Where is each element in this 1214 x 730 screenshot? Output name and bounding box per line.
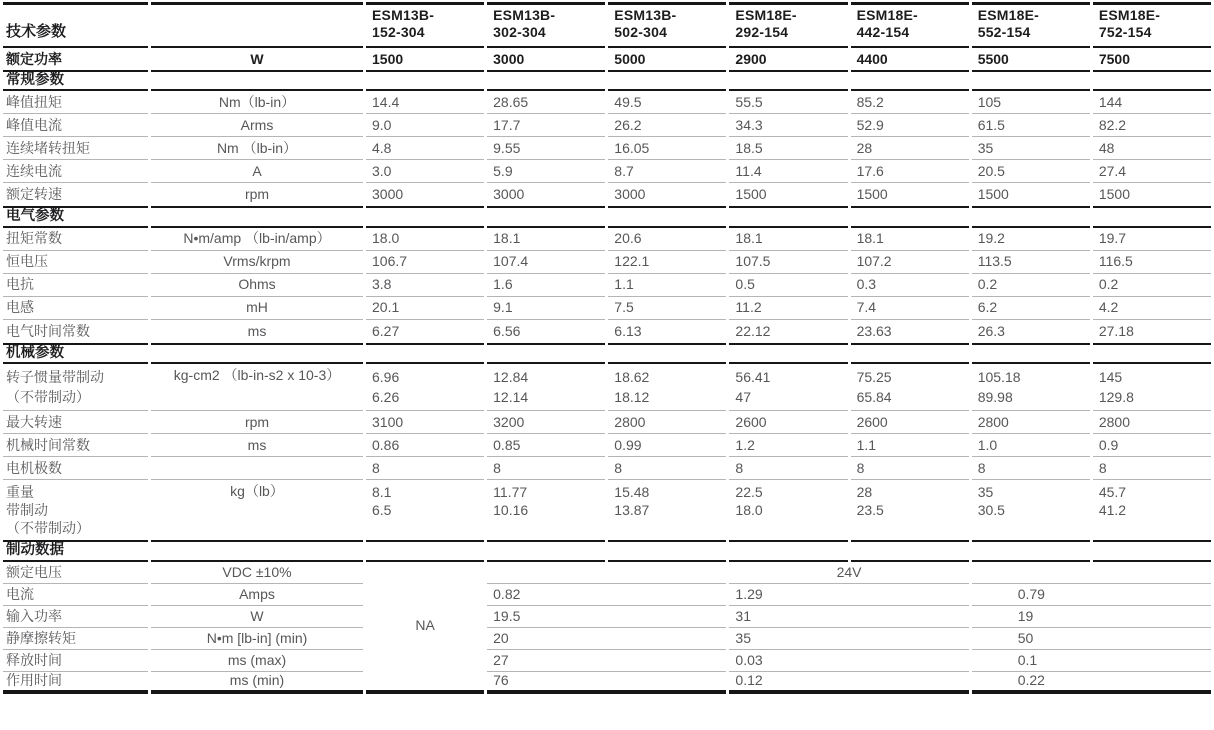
row-unit: VDC ±10%	[151, 562, 363, 584]
value-cell: 116.5	[1093, 251, 1211, 274]
value-line: 18.62	[614, 369, 650, 386]
value-line: 10.16	[493, 502, 529, 519]
value-cell: 3200	[487, 411, 605, 434]
value-cell: 106.7	[366, 251, 484, 274]
spec-table	[0, 2, 1214, 694]
value-line: 41.2	[1098, 502, 1127, 519]
value-cell	[608, 364, 726, 411]
value-cell	[366, 480, 484, 540]
section-header-spacer	[1093, 540, 1211, 561]
merged-span-cell	[972, 562, 1211, 584]
value-line: 65.84	[856, 389, 892, 406]
value-cell: 18.1	[851, 228, 969, 251]
value-cell: 16.05	[608, 137, 726, 160]
value-cell: 11.2	[729, 297, 847, 320]
model-name-line: ESM13B-	[493, 7, 556, 23]
model-name-line: 552-154	[977, 24, 1031, 40]
value-line: 30.5	[977, 502, 1005, 519]
value-cell: 5500	[977, 50, 1009, 67]
value-cell: 1.1	[608, 274, 726, 297]
row-label: 最大转速	[3, 411, 148, 434]
table-row	[3, 183, 1211, 206]
value-line: 6.5	[372, 502, 392, 519]
value-cell	[729, 364, 847, 411]
model-name-line: ESM18E-	[735, 7, 797, 23]
value-cell	[487, 364, 605, 411]
value-cell: 1500	[1098, 186, 1130, 203]
value-cell	[487, 480, 605, 540]
section-header-spacer	[366, 206, 484, 227]
value-line: 105.18	[977, 369, 1021, 386]
label-line: 重量	[6, 484, 34, 501]
value-cell: 3000	[493, 186, 525, 203]
section-header-spacer	[151, 343, 363, 364]
value-cell: 0.82	[487, 584, 726, 606]
value-cell: 28.65	[487, 91, 605, 114]
row-unit: N•m [lb-in] (min)	[151, 628, 363, 650]
value-cell: 4.8	[366, 137, 484, 160]
value-cell: 18.1	[487, 228, 605, 251]
value-cell	[608, 480, 726, 540]
label-line: 带制动	[6, 502, 48, 519]
value-cell: 31	[729, 606, 968, 628]
value-cell: 3000	[493, 50, 525, 67]
value-cell: 2600	[729, 411, 847, 434]
table-row	[3, 228, 1211, 251]
table-row	[3, 650, 1211, 672]
value-cell: 55.5	[729, 91, 847, 114]
row-unit: Nm（lb-in）	[151, 91, 363, 114]
table-row	[3, 457, 1211, 480]
model-name-line: 442-154	[856, 24, 910, 40]
row-label: 释放时间	[3, 650, 148, 672]
value-line: 6.96	[372, 369, 400, 386]
model-header	[608, 2, 726, 48]
value-cell: 0.99	[608, 434, 726, 457]
row-unit: Ohms	[151, 274, 363, 297]
value-cell	[972, 480, 1090, 540]
section-header-spacer	[851, 343, 969, 364]
value-cell	[972, 364, 1090, 411]
section-header-spacer	[729, 343, 847, 364]
model-header	[487, 2, 605, 48]
value-cell: 0.1	[972, 650, 1211, 672]
section-header-spacer	[608, 540, 726, 561]
value-cell: 19	[972, 606, 1211, 628]
merged-value-cell: 24V	[729, 562, 968, 584]
model-name-line: ESM18E-	[856, 7, 918, 23]
value-cell: 34.3	[729, 114, 847, 137]
table-row	[3, 297, 1211, 320]
row-unit: ms	[247, 322, 267, 339]
row-label: 额定电压	[3, 562, 148, 584]
value-cell: 35	[972, 137, 1090, 160]
row-label: 额定转速	[6, 186, 62, 203]
value-cell: 107.5	[729, 251, 847, 274]
section-header-spacer	[729, 70, 847, 91]
section-header-spacer	[487, 343, 605, 364]
row-label: 连续堵转扭矩	[3, 137, 148, 160]
model-name-line: ESM13B-	[372, 7, 435, 23]
value-cell: 19.2	[972, 228, 1090, 251]
table-row	[3, 114, 1211, 137]
value-cell: 76	[487, 672, 726, 694]
row-unit: rpm	[151, 411, 363, 434]
value-cell: 82.2	[1093, 114, 1211, 137]
merged-span-cell	[487, 562, 726, 584]
value-cell: 2800	[608, 411, 726, 434]
value-cell: 14.4	[366, 91, 484, 114]
value-cell: 0.85	[487, 434, 605, 457]
row-label: 作用时间	[3, 672, 148, 694]
table-row	[3, 320, 1211, 343]
section-header-spacer	[608, 70, 726, 91]
value-cell: 5.9	[487, 160, 605, 183]
value-cell: 7.4	[851, 297, 969, 320]
header-row	[3, 2, 1211, 48]
section-header-spacer	[151, 540, 363, 561]
na-cell: NA	[366, 562, 484, 694]
value-line: 18.0	[735, 502, 763, 519]
table-row	[3, 480, 1211, 540]
value-cell: 26.2	[608, 114, 726, 137]
value-cell: 9.1	[487, 297, 605, 320]
value-cell: 1500	[977, 186, 1009, 203]
value-cell	[729, 480, 847, 540]
model-name-line: 152-304	[372, 24, 425, 40]
value-cell: 9.55	[487, 137, 605, 160]
value-cell	[851, 480, 969, 540]
value-cell: 22.12	[735, 322, 771, 339]
section-header-spacer	[487, 540, 605, 561]
value-cell: 2600	[851, 411, 969, 434]
value-line: 12.14	[493, 389, 529, 406]
section-header-row	[3, 540, 1211, 561]
value-cell: 3100	[366, 411, 484, 434]
value-cell: 20.1	[366, 297, 484, 320]
label-line: 转子惯量带制动	[6, 369, 104, 386]
value-cell: 20	[487, 628, 726, 650]
spec-table-body	[3, 2, 1211, 694]
section-header-spacer	[972, 540, 1090, 561]
row-label: 机械时间常数	[3, 434, 148, 457]
section-header-spacer	[972, 70, 1090, 91]
section-header-spacer	[851, 70, 969, 91]
section-header-spacer	[366, 343, 484, 364]
row-unit: Nm （lb-in）	[151, 137, 363, 160]
value-line: 145	[1098, 369, 1123, 386]
row-unit: rpm	[244, 186, 270, 203]
row-unit: Vrms/krpm	[151, 251, 363, 274]
section-header-spacer	[608, 206, 726, 227]
value-cell: 6.27	[372, 322, 400, 339]
value-line: 75.25	[856, 369, 892, 386]
table-title: 技术参数	[3, 2, 148, 48]
rated-power-row	[3, 48, 1211, 70]
value-cell: 7500	[1098, 50, 1130, 67]
value-line: 15.48	[614, 484, 650, 501]
value-cell: 35	[729, 628, 968, 650]
value-cell: 2900	[735, 50, 767, 67]
value-cell: 20.5	[972, 160, 1090, 183]
value-line: 23.5	[856, 502, 884, 519]
value-cell: 1.0	[972, 434, 1090, 457]
value-cell: 0.22	[972, 672, 1211, 694]
value-line: 22.5	[735, 484, 763, 501]
row-label: 电抗	[3, 274, 148, 297]
row-label: 扭矩常数	[3, 228, 148, 251]
value-cell: 18.5	[729, 137, 847, 160]
value-cell: 6.56	[493, 322, 521, 339]
section-header-spacer	[851, 540, 969, 561]
value-line: 13.87	[614, 502, 650, 519]
value-cell: 27	[487, 650, 726, 672]
value-cell: 6.13	[614, 322, 642, 339]
model-header	[972, 2, 1090, 48]
value-cell: 28	[851, 137, 969, 160]
value-cell: 49.5	[608, 91, 726, 114]
section-header-row	[3, 343, 1211, 364]
value-cell: 4.2	[1093, 297, 1211, 320]
row-label: 电机极数	[3, 457, 148, 480]
model-name-line: ESM13B-	[614, 7, 677, 23]
value-cell: 8	[487, 457, 605, 480]
value-cell: 17.7	[487, 114, 605, 137]
value-line: 129.8	[1098, 389, 1134, 406]
value-cell: 4400	[856, 50, 888, 67]
value-line: 12.84	[493, 369, 529, 386]
section-header-spacer	[729, 540, 847, 561]
value-cell: 17.6	[851, 160, 969, 183]
value-cell: 1.6	[487, 274, 605, 297]
section-header-spacer	[487, 70, 605, 91]
table-row	[3, 274, 1211, 297]
value-cell: 1.2	[729, 434, 847, 457]
table-row	[3, 606, 1211, 628]
value-cell: 27.4	[1093, 160, 1211, 183]
table-row	[3, 672, 1211, 694]
value-cell: 1.1	[851, 434, 969, 457]
value-cell	[1093, 364, 1211, 411]
value-cell: 0.5	[729, 274, 847, 297]
row-unit	[151, 457, 363, 480]
value-cell: 8	[1093, 457, 1211, 480]
row-unit: Amps	[151, 584, 363, 606]
section-header-row	[3, 70, 1211, 91]
value-cell: 1500	[735, 186, 767, 203]
section-header-spacer	[972, 343, 1090, 364]
value-cell: 0.12	[729, 672, 968, 694]
value-cell: 26.3	[977, 322, 1005, 339]
row-label	[3, 364, 148, 411]
value-cell: 8	[851, 457, 969, 480]
value-line: 47	[735, 389, 751, 406]
value-cell: 8	[729, 457, 847, 480]
row-label: 输入功率	[3, 606, 148, 628]
table-row	[3, 584, 1211, 606]
table-row	[3, 364, 1211, 411]
section-header-spacer	[487, 206, 605, 227]
table-row	[3, 628, 1211, 650]
value-cell: 113.5	[972, 251, 1090, 274]
value-cell: 107.2	[851, 251, 969, 274]
row-unit: W	[151, 606, 363, 628]
value-cell	[366, 364, 484, 411]
value-cell: 144	[1093, 91, 1211, 114]
value-cell: 3.8	[366, 274, 484, 297]
label-line: （不带制动）	[6, 389, 90, 406]
table-row	[3, 160, 1211, 183]
section-header-spacer	[1093, 206, 1211, 227]
table-row	[3, 137, 1211, 160]
row-unit: mH	[151, 297, 363, 320]
model-name-line: 752-154	[1098, 24, 1152, 40]
value-line: 35	[977, 484, 994, 501]
section-title: 机械参数	[3, 343, 148, 364]
model-header	[366, 2, 484, 48]
model-name-line: 302-304	[493, 24, 546, 40]
value-cell: 8	[366, 457, 484, 480]
value-cell: 1500	[372, 50, 404, 67]
row-unit: Arms	[151, 114, 363, 137]
value-line: 45.7	[1098, 484, 1127, 501]
value-cell: 23.63	[856, 322, 892, 339]
row-label: 额定功率	[6, 50, 62, 67]
row-label: 峰值扭矩	[3, 91, 148, 114]
value-line: 56.41	[735, 369, 771, 386]
value-cell: 5000	[614, 50, 646, 67]
value-cell: 0.9	[1093, 434, 1211, 457]
value-cell: 0.03	[729, 650, 968, 672]
model-header	[729, 2, 847, 48]
row-unit: kg-cm2 （lb-in-s2 x 10-3）	[151, 364, 363, 411]
section-header-spacer	[729, 206, 847, 227]
value-cell: 50	[972, 628, 1211, 650]
value-cell: 0.79	[972, 584, 1211, 606]
value-line: 89.98	[977, 389, 1013, 406]
section-title: 常规参数	[3, 70, 148, 91]
row-unit: kg（lb）	[230, 483, 284, 500]
row-label: 峰值电流	[3, 114, 148, 137]
value-cell: 52.9	[851, 114, 969, 137]
row-unit: N•m/amp （lb-in/amp）	[151, 228, 363, 251]
value-cell: 105	[972, 91, 1090, 114]
value-cell: 1500	[856, 186, 888, 203]
section-header-spacer	[366, 70, 484, 91]
value-line: 11.77	[493, 484, 528, 501]
value-cell: 6.2	[972, 297, 1090, 320]
section-header-spacer	[151, 70, 363, 91]
section-header-spacer	[972, 206, 1090, 227]
row-unit: W	[250, 50, 264, 67]
row-label	[3, 480, 148, 540]
value-cell: 8.7	[608, 160, 726, 183]
section-header-spacer	[1093, 70, 1211, 91]
value-cell: 18.1	[729, 228, 847, 251]
row-unit: ms (min)	[151, 672, 363, 694]
row-label: 恒电压	[3, 251, 148, 274]
value-cell: 8	[972, 457, 1090, 480]
value-cell: 9.0	[366, 114, 484, 137]
value-cell: 122.1	[608, 251, 726, 274]
row-unit: A	[151, 160, 363, 183]
value-cell: 0.2	[1093, 274, 1211, 297]
value-cell: 11.4	[729, 160, 847, 183]
model-header	[1093, 2, 1211, 48]
value-cell: 19.5	[487, 606, 726, 628]
section-header-row	[3, 206, 1211, 227]
row-label: 电气时间常数	[6, 322, 90, 339]
value-cell: 0.2	[972, 274, 1090, 297]
section-header-spacer	[1093, 343, 1211, 364]
row-label: 电流	[3, 584, 148, 606]
section-title: 电气参数	[3, 206, 148, 227]
value-cell: 48	[1093, 137, 1211, 160]
value-cell: 3000	[614, 186, 646, 203]
value-cell	[851, 364, 969, 411]
value-line: 28	[856, 484, 873, 501]
row-label: 连续电流	[3, 160, 148, 183]
table-row	[3, 434, 1211, 457]
section-header-spacer	[851, 206, 969, 227]
row-label: 静摩擦转矩	[3, 628, 148, 650]
value-line: 18.12	[614, 389, 650, 406]
row-unit: ms (max)	[151, 650, 363, 672]
value-cell: 61.5	[972, 114, 1090, 137]
section-header-spacer	[151, 206, 363, 227]
table-row	[3, 251, 1211, 274]
value-cell: 8	[608, 457, 726, 480]
value-cell: 0.86	[366, 434, 484, 457]
label-line: （不带制动）	[6, 520, 90, 537]
table-row	[3, 562, 1211, 584]
value-cell: 27.18	[1098, 322, 1134, 339]
model-name-line: ESM18E-	[1098, 7, 1161, 23]
header-unit-spacer	[151, 2, 363, 48]
value-cell: 85.2	[851, 91, 969, 114]
model-name-line: 292-154	[735, 24, 789, 40]
model-name-line: ESM18E-	[977, 7, 1040, 23]
row-unit: ms	[151, 434, 363, 457]
value-cell: 2800	[1093, 411, 1211, 434]
value-cell: 19.7	[1093, 228, 1211, 251]
value-line: 6.26	[372, 389, 400, 406]
table-row	[3, 91, 1211, 114]
value-cell: 18.0	[366, 228, 484, 251]
section-header-spacer	[608, 343, 726, 364]
model-name-line: 502-304	[614, 24, 668, 40]
section-header-spacer	[366, 540, 484, 561]
value-cell	[1093, 480, 1211, 540]
value-cell: 3.0	[366, 160, 484, 183]
value-cell: 1.29	[729, 584, 968, 606]
model-header	[851, 2, 969, 48]
table-row	[3, 411, 1211, 434]
value-cell: 7.5	[608, 297, 726, 320]
row-label: 电感	[3, 297, 148, 320]
value-cell: 107.4	[487, 251, 605, 274]
value-line: 8.1	[372, 484, 392, 501]
value-cell: 3000	[372, 186, 404, 203]
value-cell: 20.6	[608, 228, 726, 251]
value-cell: 2800	[972, 411, 1090, 434]
section-title: 制动数据	[3, 540, 148, 561]
value-cell: 0.3	[851, 274, 969, 297]
